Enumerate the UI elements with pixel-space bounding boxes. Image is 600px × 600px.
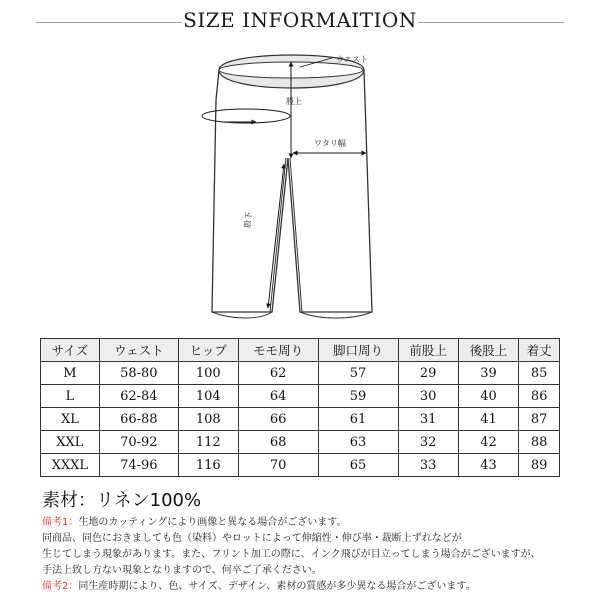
table-row	[41, 431, 560, 454]
table-cell: M	[41, 362, 100, 385]
rise-label: 股上	[286, 97, 302, 106]
table-cell: 61	[318, 408, 398, 431]
size-table	[40, 338, 560, 477]
header-length: 着丈	[519, 339, 560, 362]
table-cell: 100	[178, 362, 238, 385]
table-cell: 65	[318, 454, 398, 477]
table-cell: 32	[398, 431, 458, 454]
table-cell: 86	[519, 385, 560, 408]
notes-block	[42, 515, 582, 595]
table-cell: 30	[398, 385, 458, 408]
note-line-3: 生じてしまう現象があります。また、フリント加工の際に、インク飛びが目立ってしまう場合がございますが、	[42, 549, 541, 560]
note-line-4: 手法上致し方ない現象となりますので、何卒ご了承ください。	[42, 565, 322, 576]
table-cell: 104	[178, 385, 238, 408]
table-cell: 66	[238, 408, 318, 431]
table-cell: 108	[178, 408, 238, 431]
table-cell: 62	[238, 362, 318, 385]
table-cell: 74-96	[99, 454, 178, 477]
table-row	[41, 385, 560, 408]
table-cell: 57	[318, 362, 398, 385]
table-cell: 59	[318, 385, 398, 408]
header-back-rise: 後股上	[458, 339, 518, 362]
header-thigh: モモ周り	[238, 339, 318, 362]
table-cell: 88	[519, 431, 560, 454]
header-waist: ウェスト	[99, 339, 178, 362]
note-line-5	[42, 579, 582, 595]
table-cell: 66-88	[99, 408, 178, 431]
title-bar	[0, 8, 600, 38]
inseam-label: 股下	[243, 211, 254, 229]
title-divider-left	[36, 22, 182, 23]
table-cell: 43	[458, 454, 518, 477]
table-row	[41, 408, 560, 431]
table-cell: 41	[458, 408, 518, 431]
table-cell: 58-80	[99, 362, 178, 385]
table-cell: 70-92	[99, 431, 178, 454]
header-hem: 脚口周り	[318, 339, 398, 362]
table-cell: 70	[238, 454, 318, 477]
title-divider-right	[418, 22, 564, 23]
waist-label: ウエスト	[336, 55, 368, 64]
header-hip: ヒップ	[178, 339, 238, 362]
size-table-header-row	[41, 339, 560, 362]
table-cell: 63	[318, 431, 398, 454]
table-cell: 89	[519, 454, 560, 477]
table-cell: 112	[178, 431, 238, 454]
table-cell: 116	[178, 454, 238, 477]
thigh-label: ワタリ幅	[314, 139, 346, 148]
table-cell: XXL	[41, 431, 100, 454]
table-cell: 87	[519, 408, 560, 431]
hem-left	[212, 312, 272, 318]
table-cell: 42	[458, 431, 518, 454]
hem-right	[300, 312, 372, 318]
note2-text: 同生産時期により、色、サイズ、デザイン、素材の質感が多少異なる場合がございます。	[78, 581, 476, 592]
table-cell: 29	[398, 362, 458, 385]
table-cell: 39	[458, 362, 518, 385]
note-line-1	[42, 515, 582, 531]
table-row	[41, 362, 560, 385]
table-cell: 40	[458, 385, 518, 408]
note1-tag: 備考1：	[42, 517, 79, 528]
table-cell: XL	[41, 408, 100, 431]
table-cell: 85	[519, 362, 560, 385]
table-cell: XXXL	[41, 454, 100, 477]
material-text: 素材：リネン100%	[42, 490, 202, 511]
header-size: サイズ	[41, 339, 100, 362]
table-cell: 62-84	[99, 385, 178, 408]
table-cell: 33	[398, 454, 458, 477]
table-row	[41, 454, 560, 477]
page-title: SIZE INFORMAITION	[183, 8, 417, 32]
table-cell: 31	[398, 408, 458, 431]
note2-tag: 備考2：	[42, 581, 79, 592]
pants-measurement-diagram	[0, 40, 600, 330]
table-cell: L	[41, 385, 100, 408]
pants-outline	[212, 70, 372, 312]
header-front-rise: 前股上	[398, 339, 458, 362]
table-cell: 68	[238, 431, 318, 454]
table-cell: 64	[238, 385, 318, 408]
note1-text: 生地のカッティングにより画像と異なる場合がございます。	[78, 517, 347, 528]
note-line-2: 同商品、同色におきましても色（染料）やロットによって伸縮性・伸び率・裁断上ずれなどが	[42, 533, 462, 544]
